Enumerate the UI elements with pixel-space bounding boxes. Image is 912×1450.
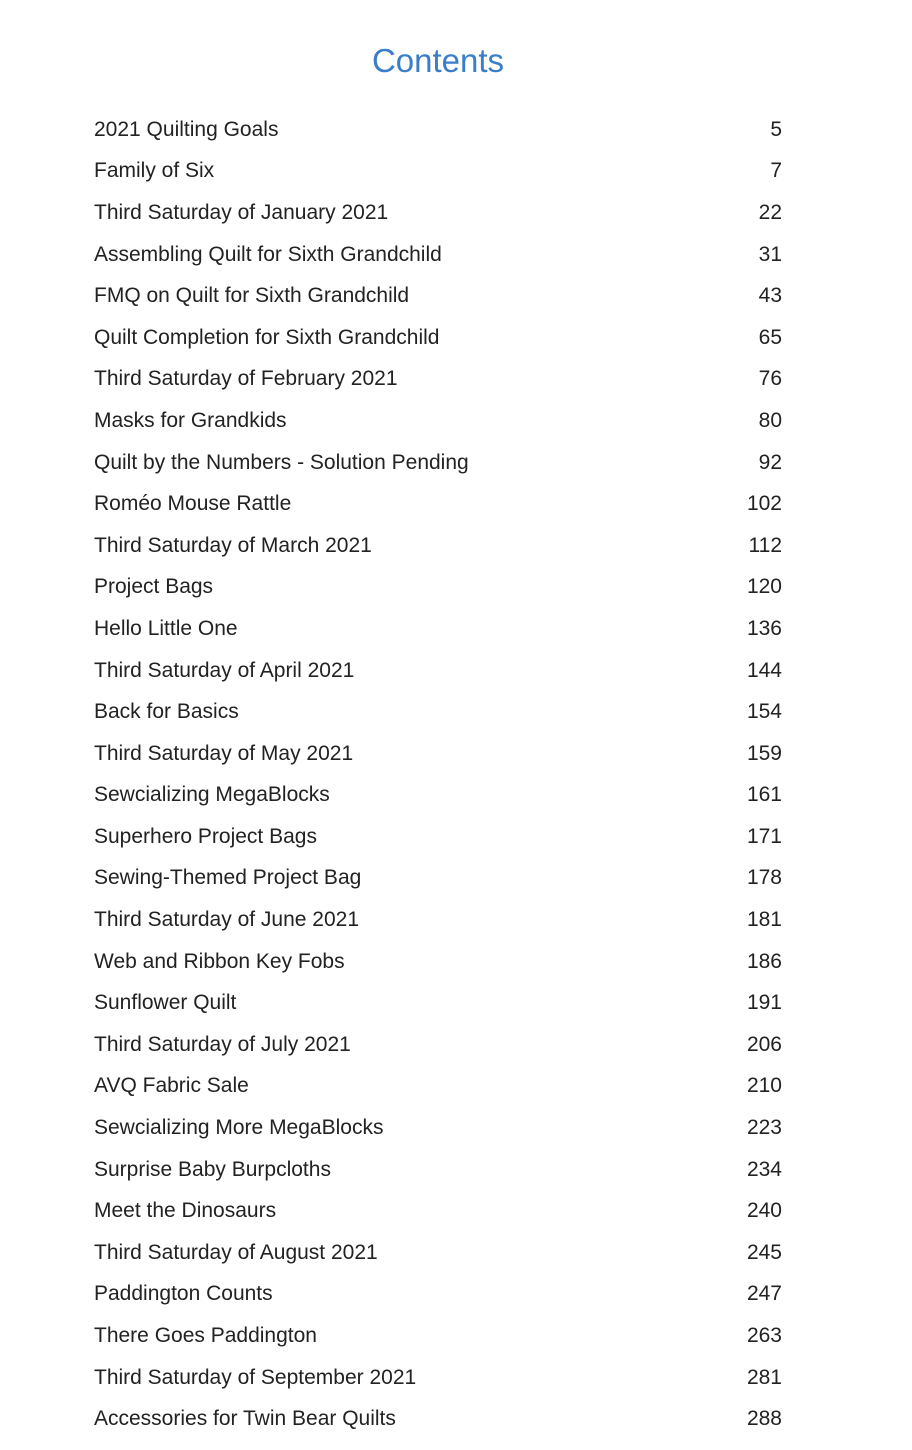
toc-entry[interactable]	[94, 858, 782, 900]
toc-entry-page-number: 120	[746, 575, 782, 599]
toc-entry-page-number: 136	[746, 616, 782, 640]
toc-entry-page-number: 102	[746, 492, 782, 516]
toc-entry[interactable]	[94, 567, 782, 609]
toc-entry[interactable]	[94, 1357, 782, 1399]
toc-entry-title: Third Saturday of May 2021	[94, 741, 354, 765]
toc-entry-title: Third Saturday of February 2021	[94, 367, 398, 391]
toc-entry-title: Surprise Baby Burpcloths	[94, 1157, 331, 1181]
toc-entry[interactable]	[94, 151, 782, 193]
toc-entry[interactable]	[94, 775, 782, 817]
toc-entry-title: Sewcializing MegaBlocks	[94, 783, 330, 807]
table-of-contents	[94, 109, 782, 1440]
toc-entry[interactable]	[94, 192, 782, 234]
toc-entry[interactable]	[94, 1398, 782, 1440]
toc-entry[interactable]	[94, 608, 782, 650]
toc-entry[interactable]	[94, 1066, 782, 1108]
toc-entry[interactable]	[94, 691, 782, 733]
toc-entry-page-number: 171	[746, 824, 782, 848]
toc-entry-page-number: 80	[758, 408, 782, 432]
toc-entry-page-number: 92	[758, 450, 782, 474]
toc-entry-page-number: 159	[746, 741, 782, 765]
toc-entry[interactable]	[94, 816, 782, 858]
toc-entry-title: Hello Little One	[94, 616, 238, 640]
toc-entry[interactable]	[94, 1315, 782, 1357]
toc-entry-page-number: 234	[746, 1157, 782, 1181]
toc-entry-title: Back for Basics	[94, 700, 239, 724]
toc-entry-title: Meet the Dinosaurs	[94, 1199, 277, 1223]
toc-entry-page-number: 178	[746, 866, 782, 890]
toc-entry[interactable]	[94, 359, 782, 401]
toc-entry-title: AVQ Fabric Sale	[94, 1074, 249, 1098]
toc-entry[interactable]	[94, 982, 782, 1024]
toc-entry[interactable]	[94, 442, 782, 484]
toc-entry-title: Sunflower Quilt	[94, 991, 237, 1015]
toc-entry[interactable]	[94, 1149, 782, 1191]
toc-entry-page-number: 22	[758, 200, 782, 224]
page-title: Contents	[371, 42, 505, 79]
toc-entry-page-number: 191	[746, 991, 782, 1015]
toc-entry-page-number: 31	[758, 242, 782, 266]
toc-entry-page-number: 245	[746, 1240, 782, 1264]
toc-entry-title: 2021 Quilting Goals	[94, 117, 279, 141]
toc-entry-page-number: 65	[758, 325, 782, 349]
toc-entry-page-number: 240	[746, 1199, 782, 1223]
toc-entry-title: Superhero Project Bags	[94, 824, 317, 848]
toc-entry-title: Third Saturday of September 2021	[94, 1365, 417, 1389]
toc-entry-page-number: 288	[746, 1407, 782, 1431]
toc-entry-title: Third Saturday of July 2021	[94, 1032, 351, 1056]
toc-entry[interactable]	[94, 275, 782, 317]
toc-entry-title: Roméo Mouse Rattle	[94, 492, 292, 516]
toc-entry-page-number: 210	[746, 1074, 782, 1098]
toc-entry-title: Third Saturday of June 2021	[94, 908, 360, 932]
toc-entry[interactable]	[94, 317, 782, 359]
toc-entry-title: Project Bags	[94, 575, 214, 599]
toc-entry-title: Third Saturday of August 2021	[94, 1240, 378, 1264]
toc-entry-title: FMQ on Quilt for Sixth Grandchild	[94, 284, 410, 308]
toc-entry-title: Web and Ribbon Key Fobs	[94, 949, 345, 973]
toc-entry[interactable]	[94, 650, 782, 692]
toc-entry-page-number: 76	[758, 367, 782, 391]
toc-entry-page-number: 186	[746, 949, 782, 973]
toc-entry-page-number: 112	[748, 533, 782, 557]
toc-entry-page-number: 154	[746, 700, 782, 724]
toc-entry-title: Assembling Quilt for Sixth Grandchild	[94, 242, 442, 266]
toc-entry-page-number: 263	[746, 1324, 782, 1348]
toc-entry-title: Accessories for Twin Bear Quilts	[94, 1407, 396, 1431]
toc-entry[interactable]	[94, 733, 782, 775]
toc-entry[interactable]	[94, 1190, 782, 1232]
toc-entry-title: Paddington Counts	[94, 1282, 273, 1306]
toc-entry-title: Third Saturday of March 2021	[94, 533, 372, 557]
toc-entry[interactable]	[94, 483, 782, 525]
toc-entry-title: Masks for Grandkids	[94, 408, 287, 432]
toc-entry[interactable]	[94, 1274, 782, 1316]
toc-entry-title: Third Saturday of January 2021	[94, 200, 389, 224]
toc-entry[interactable]	[94, 941, 782, 983]
toc-entry-title: Family of Six	[94, 159, 215, 183]
toc-entry[interactable]	[94, 899, 782, 941]
toc-entry-title: Sewcializing More MegaBlocks	[94, 1116, 384, 1140]
toc-entry-title: Quilt Completion for Sixth Grandchild	[94, 325, 440, 349]
toc-entry[interactable]	[94, 1024, 782, 1066]
toc-entry-title: There Goes Paddington	[94, 1324, 317, 1348]
toc-entry-page-number: 223	[746, 1116, 782, 1140]
toc-entry[interactable]	[94, 525, 782, 567]
toc-entry[interactable]	[94, 1107, 782, 1149]
toc-entry-page-number: 5	[770, 117, 782, 141]
toc-entry-page-number: 43	[758, 284, 782, 308]
toc-entry-title: Quilt by the Numbers - Solution Pending	[94, 450, 469, 474]
toc-entry-title: Sewing-Themed Project Bag	[94, 866, 362, 890]
toc-entry-page-number: 161	[746, 783, 782, 807]
toc-entry-page-number: 181	[746, 908, 782, 932]
toc-entry-page-number: 281	[746, 1365, 782, 1389]
toc-entry-title: Third Saturday of April 2021	[94, 658, 355, 682]
toc-entry-page-number: 247	[746, 1282, 782, 1306]
toc-entry[interactable]	[94, 109, 782, 151]
toc-entry[interactable]	[94, 400, 782, 442]
toc-entry-page-number: 144	[746, 658, 782, 682]
toc-entry-page-number: 7	[770, 159, 782, 183]
toc-entry[interactable]	[94, 1232, 782, 1274]
toc-entry[interactable]	[94, 234, 782, 276]
toc-entry-page-number: 206	[746, 1032, 782, 1056]
